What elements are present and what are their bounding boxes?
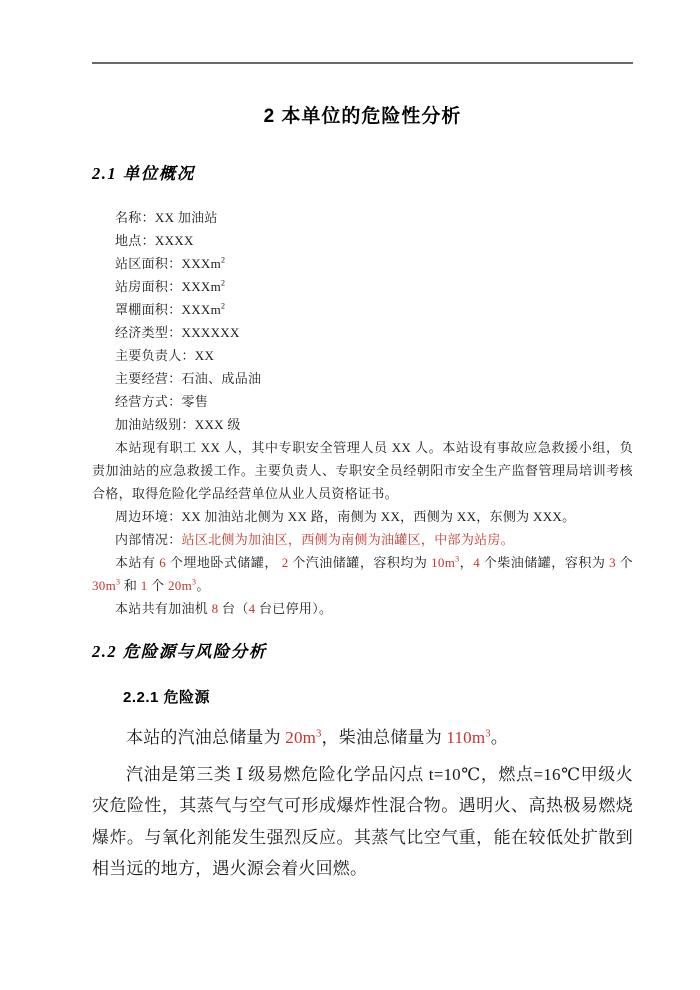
paragraph-internal-layout: 内部情况：站区北侧为加油区，西侧为南侧为油罐区，中部为站房。	[115, 532, 515, 547]
fact-row-location: 地点：XXXX	[115, 233, 194, 248]
paragraph-dispensers: 本站共有加油机 8 台（4 台已停用）。	[115, 601, 333, 616]
paragraph-gasoline-hazard: 汽油是第三类 Ⅰ 级易燃危险化学品闪点 t=10℃，燃点=16℃甲级火灾危险性，其蒸气与空气可形成爆炸性混合物。遇明火、高热极易燃烧爆炸。与氧化剂能发生强烈反应。其蒸气比空气重，能在较低处扩散到相当远的地方，遇火源会着火回燃。	[92, 764, 633, 878]
fact-row-economic-type: 经济类型：XXXXXX	[115, 325, 240, 340]
section-heading-risk-analysis: 2.2 危险源与风险分析	[92, 642, 267, 661]
fact-row-business-mode: 经营方式：零售	[115, 394, 209, 409]
fact-row-main-business: 主要经营：石油、成品油	[115, 371, 262, 386]
paragraph-total-storage: 本站的汽油总储量为 $20m^3$，柴油总储量为 $110m^3$。	[126, 728, 508, 747]
fact-row-site-area: 站区面积：XXXm$^2$	[115, 255, 226, 271]
unit-fact-list	[92, 206, 633, 436]
page-content	[92, 0, 633, 885]
fact-row-station-level: 加油站级别：XXX 级	[115, 417, 241, 432]
fact-row-building-area: 站房面积：XXXm$^2$	[115, 278, 226, 294]
fact-row-canopy-area: 罩棚面积：XXXm$^2$	[115, 301, 226, 317]
section-heading-unit-overview: 2.1 单位概况	[92, 164, 195, 183]
fact-row-name: 名称：XX 加油站	[115, 210, 218, 225]
paragraph-surroundings: 周边环境：XX 加油站北侧为 XX 路，南侧为 XX，西侧为 XX，东侧为 XXX。	[115, 509, 576, 524]
paragraph-staff: 本站现有职工 XX 人，其中专职安全管理人员 XX 人。本站设有事故应急救援小组，负责加油站的应急救援工作。主要负责人、专职安全员经朝阳市安全生产监督管理局培训考核合格，取得危险化学品经营单位从业人员资格证书。	[92, 440, 633, 501]
page-title: 2 本单位的危险性分析	[263, 106, 462, 127]
fact-row-principal: 主要负责人：XX	[115, 348, 215, 363]
paragraph-storage-tanks: 本站有 6 个埋地卧式储罐， 2 个汽油储罐，容积均为 $10m^3$，4 个柴油储罐，容积为 3 个 $30m^3$ 和 1 个 $20m^3$。	[92, 554, 633, 593]
section-heading-hazard-source: 2.2.1 危险源	[123, 689, 211, 706]
